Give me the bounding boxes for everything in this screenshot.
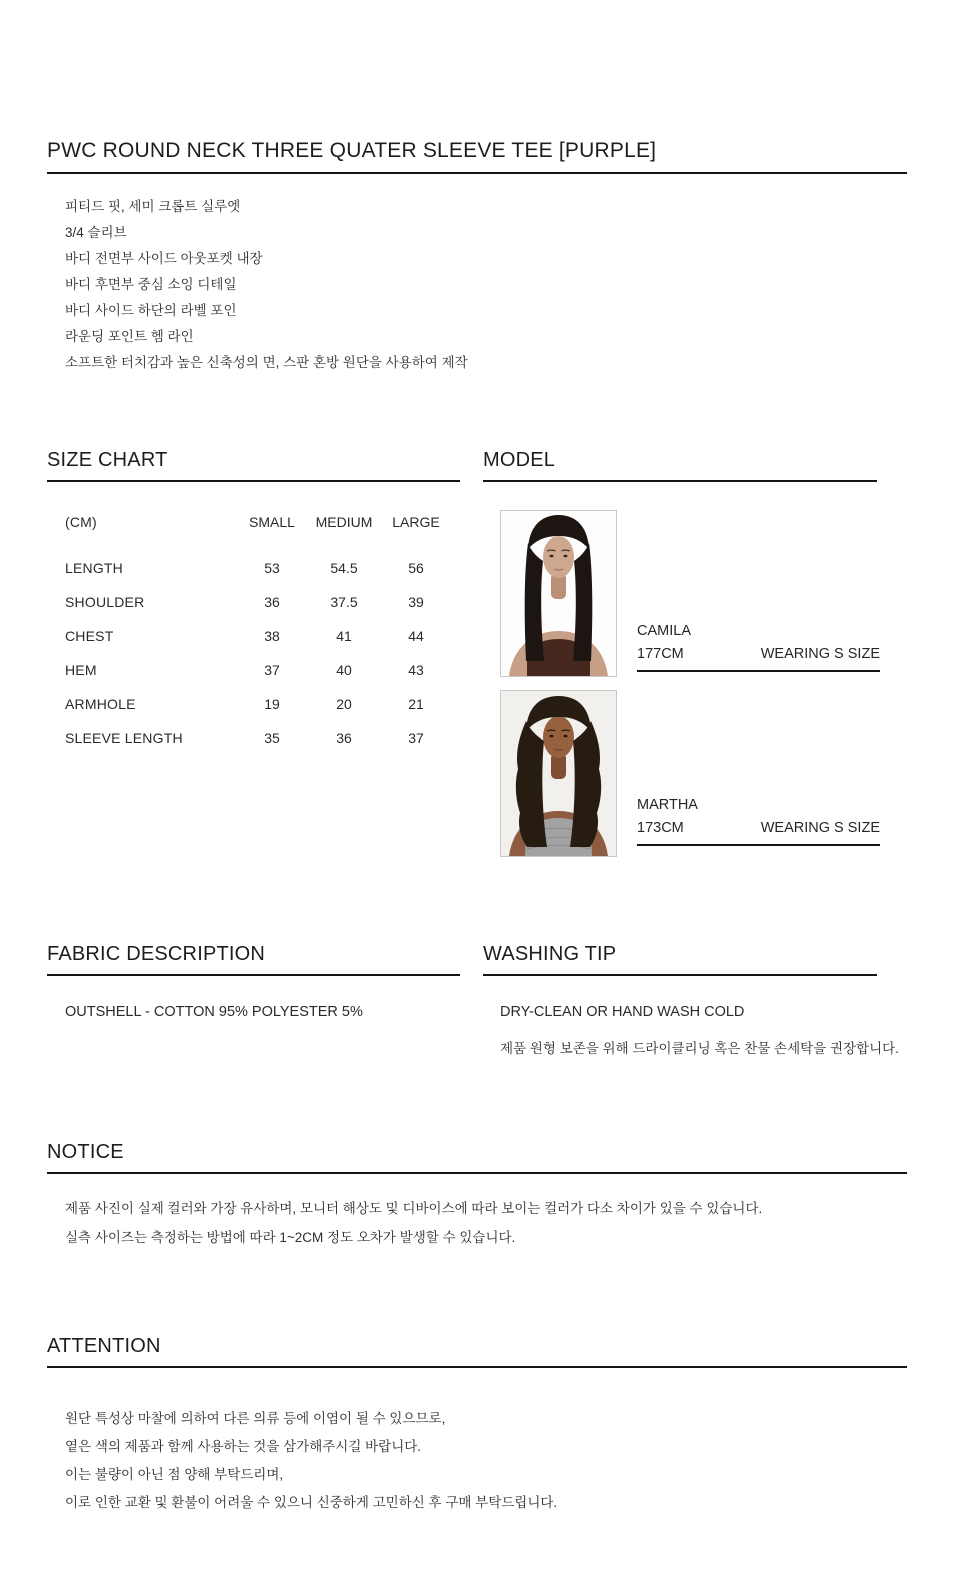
description-line: 3/4 슬리브 xyxy=(65,225,127,240)
model-wearing-size: WEARING S SIZE xyxy=(760,646,880,662)
description-line: 라운딩 포인트 헴 라인 xyxy=(65,329,194,344)
model-name: MARTHA xyxy=(637,797,698,813)
cell-large: 39 xyxy=(408,594,424,610)
model-meta-row xyxy=(637,646,880,662)
size-chart-header-row xyxy=(65,514,468,530)
cell-small: 38 xyxy=(264,628,280,644)
notice-line: 제품 사진이 실제 컬러와 가장 유사하며, 모니터 해상도 및 디바이스에 따라 보이는 컬러가 다소 차이가 있을 수 있습니다. xyxy=(65,1201,763,1216)
cell-large: 43 xyxy=(408,662,424,678)
table-row xyxy=(65,560,468,594)
attention-body xyxy=(65,1405,557,1517)
size-chart-unit: (CM) xyxy=(65,514,97,530)
cell-medium: 54.5 xyxy=(330,560,358,576)
model-photo-martha xyxy=(500,690,617,857)
fabric-body: OUTSHELL - COTTON 95% POLYESTER 5% xyxy=(65,1004,363,1020)
description-line: 소프트한 터치감과 높은 신축성의 면, 스판 혼방 원단을 사용하여 제작 xyxy=(65,355,468,370)
model-info-martha xyxy=(637,797,880,846)
cell-small: 19 xyxy=(264,696,280,712)
cell-medium: 20 xyxy=(336,696,352,712)
model-heading-block xyxy=(483,449,877,482)
cell-large: 44 xyxy=(408,628,424,644)
notice-line: 실측 사이즈는 측정하는 방법에 따라 1~2CM 정도 오차가 발생할 수 있습니다. xyxy=(65,1230,516,1245)
row-label: LENGTH xyxy=(65,560,123,576)
size-chart-col-large: LARGE xyxy=(392,514,440,530)
fabric-heading: FABRIC DESCRIPTION xyxy=(47,943,266,965)
size-chart-col-small: SMALL xyxy=(249,514,295,530)
product-title-block xyxy=(47,139,907,174)
model-heading: MODEL xyxy=(483,449,556,471)
model-photo-camila xyxy=(500,510,617,677)
product-description xyxy=(65,194,585,376)
row-label: CHEST xyxy=(65,628,114,644)
table-row xyxy=(65,594,468,628)
cell-medium: 40 xyxy=(336,662,352,678)
attention-heading-block xyxy=(47,1335,907,1368)
product-title: PWC ROUND NECK THREE QUATER SLEEVE TEE [PURPLE] xyxy=(47,139,657,162)
washing-line-en: DRY-CLEAN OR HAND WASH COLD xyxy=(500,1004,745,1020)
cell-small: 53 xyxy=(264,560,280,576)
model-name: CAMILA xyxy=(637,623,691,639)
notice-body xyxy=(65,1194,762,1252)
description-line: 바디 후면부 중심 소잉 디테일 xyxy=(65,277,237,292)
table-row xyxy=(65,628,468,662)
cell-large: 37 xyxy=(408,730,424,746)
model-height: 177CM xyxy=(637,646,684,662)
fabric-heading-block xyxy=(47,943,460,976)
cell-large: 21 xyxy=(408,696,424,712)
washing-line-ko: 제품 원형 보존을 위해 드라이클리닝 혹은 찬물 손세탁을 권장합니다. xyxy=(500,1041,899,1056)
attention-line: 옅은 색의 제품과 함께 사용하는 것을 삼가해주시길 바랍니다. xyxy=(65,1439,422,1454)
cell-medium: 36 xyxy=(336,730,352,746)
table-row xyxy=(65,662,468,696)
washing-heading-block xyxy=(483,943,877,976)
description-line: 피티드 핏, 세미 크롭트 실루엣 xyxy=(65,199,241,214)
cell-small: 36 xyxy=(264,594,280,610)
description-line: 바디 전면부 사이드 아웃포켓 내장 xyxy=(65,251,263,266)
attention-line: 이로 인한 교환 및 환불이 어려울 수 있으니 신중하게 고민하신 후 구매 부탁드립니다. xyxy=(65,1495,558,1510)
model-portrait-illustration xyxy=(501,691,616,856)
model-height: 173CM xyxy=(637,820,684,836)
washing-heading: WASHING TIP xyxy=(483,943,617,965)
table-row xyxy=(65,730,468,764)
row-label: ARMHOLE xyxy=(65,696,136,712)
cell-medium: 41 xyxy=(336,628,352,644)
attention-line: 이는 불량이 아닌 점 양해 부탁드리며, xyxy=(65,1467,284,1482)
row-label: SLEEVE LENGTH xyxy=(65,730,183,746)
notice-heading-block xyxy=(47,1141,907,1174)
size-chart-heading-block xyxy=(47,449,460,482)
table-row xyxy=(65,696,468,730)
description-line: 바디 사이드 하단의 라벨 포인 xyxy=(65,303,237,318)
model-info-camila xyxy=(637,623,880,672)
attention-line: 원단 특성상 마찰에 의하여 다른 의류 등에 이염이 될 수 있으므로, xyxy=(65,1411,446,1426)
size-chart-col-medium: MEDIUM xyxy=(315,514,373,530)
row-label: SHOULDER xyxy=(65,594,145,610)
model-portrait-illustration xyxy=(501,511,616,676)
size-chart-heading: SIZE CHART xyxy=(47,449,168,471)
cell-medium: 37.5 xyxy=(330,594,358,610)
attention-heading: ATTENTION xyxy=(47,1335,161,1357)
cell-small: 35 xyxy=(264,730,280,746)
cell-large: 56 xyxy=(408,560,424,576)
model-wearing-size: WEARING S SIZE xyxy=(760,820,880,836)
model-meta-row xyxy=(637,820,880,836)
row-label: HEM xyxy=(65,662,97,678)
size-chart-table xyxy=(65,560,468,764)
cell-small: 37 xyxy=(264,662,280,678)
notice-heading: NOTICE xyxy=(47,1141,124,1163)
